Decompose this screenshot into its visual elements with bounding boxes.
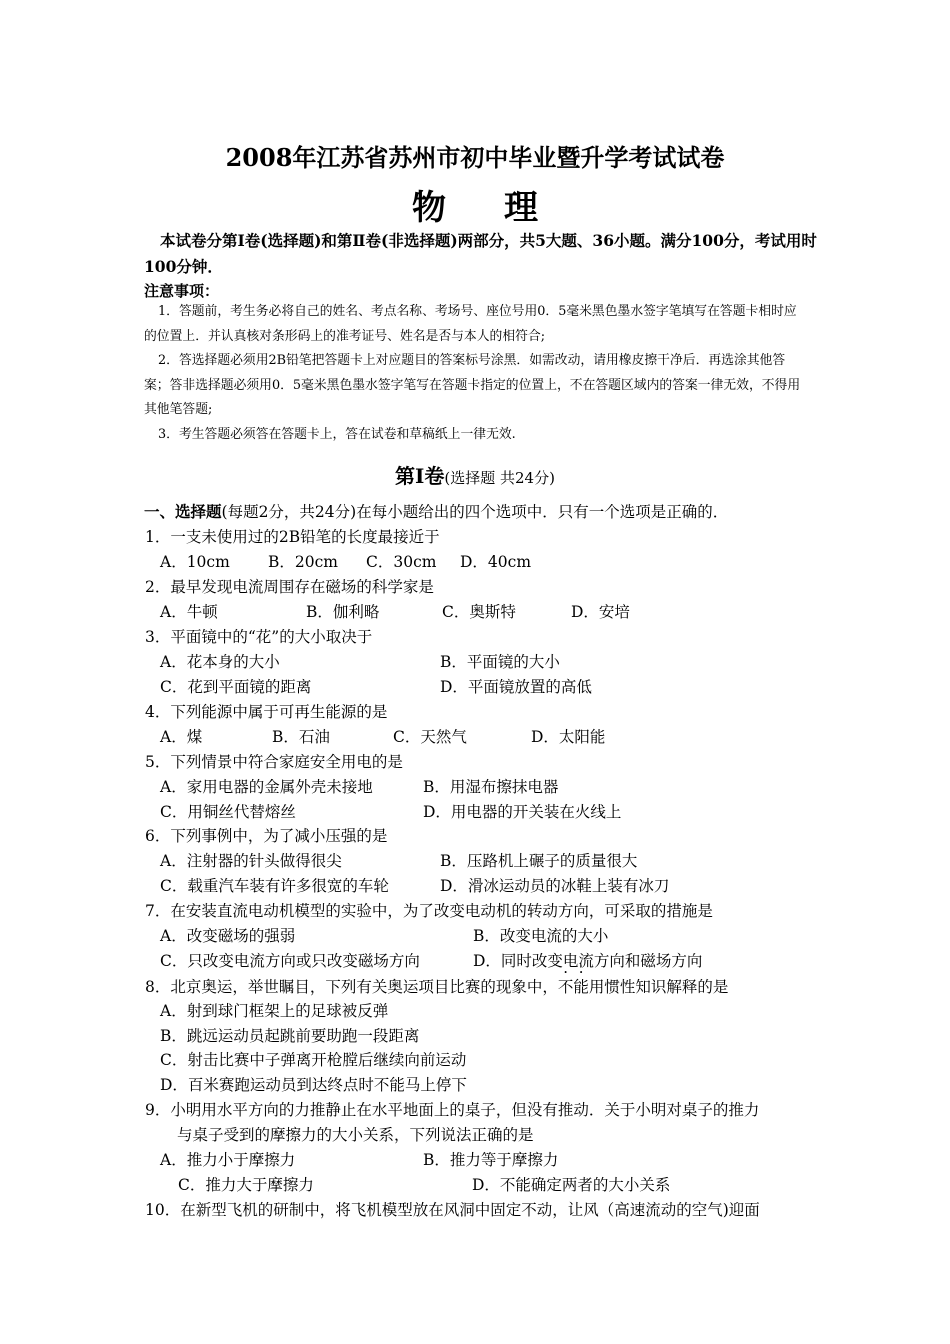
instruction-text: (每题2分，共24分)在每小题给出的四个选项中．只有一个选项是正确的．: [221, 503, 729, 521]
q8-stem-post: 用惯性知识解释的是: [588, 978, 729, 996]
q8-stem-pre: 8．北京奥运，举世瞩目，下列有关奥运项目比赛的现象中，: [145, 978, 558, 996]
question-8-stem: [145, 975, 728, 997]
q1-option-c: C．30cm: [366, 553, 437, 571]
q3-option-c: C．花到平面镜的距离: [160, 678, 312, 696]
q2-option-d: D．安培: [571, 603, 630, 621]
question-3-stem: 3．平面镜中的“花”的大小取决于: [145, 628, 373, 646]
question-6-stem: 6．下列事例中，为了减小压强的是: [145, 827, 388, 845]
q6-option-a: A．注射器的针头做得很尖: [160, 852, 342, 870]
q3-option-d: D．平面镜放置的高低: [440, 678, 592, 696]
q2-option-c: C．奥斯特: [442, 603, 516, 621]
exam-intro: 本试卷分第Ⅰ卷(选择题)和第Ⅱ卷(非选择题)两部分，共5大题、36小题。满分100分，考试用时100分钟．: [144, 231, 817, 276]
question-9-stem-line1: 9．小明用水平方向的力推静止在水平地面上的桌子，但没有推动．关于小明对桌子的推力: [145, 1101, 760, 1119]
q3-option-a: A．花本身的大小: [160, 653, 280, 671]
q5-option-c: C．用铜丝代替熔丝: [160, 803, 296, 821]
section-subtitle: (选择题 共24分): [444, 469, 555, 487]
note-item-2: 2．答选择题必须用2B铅笔把答题卡上对应题目的答案标号涂黑．如需改动，请用橡皮擦干净后．再选涂其他答案；答非选择题必须用0．5毫米黑色墨水签字笔写在答题卡指定的位置上，不在答题区域内的答案一律无效，不得用其他笔答题;: [144, 353, 801, 418]
note-item-3: 3．考生答题必须答在答题卡上，答在试卷和草稿纸上一律无效.: [158, 427, 516, 442]
q7-option-c: C．只改变电流方向或只改变磁场方向: [160, 952, 420, 970]
q6-option-c: C．载重汽车装有许多很宽的车轮: [160, 877, 389, 895]
q1-option-d: D．40cm: [460, 553, 532, 571]
q1-option-b: B．20cm: [268, 553, 338, 571]
exam-title: 2008年江苏省苏州市初中毕业暨升学考试试卷: [225, 143, 725, 172]
question-10-stem: 10．在新型飞机的研制中，将飞机模型放在风洞中固定不动，让风（高速流动的空气)迎面: [145, 1201, 760, 1219]
q9-option-a: A．推力小于摩擦力: [160, 1151, 296, 1169]
q5-option-b: B．用湿布擦抹电器: [423, 778, 559, 796]
section-instruction: [144, 500, 728, 522]
q4-option-a: A．煤: [160, 728, 203, 746]
question-2-stem: 2．最早发现电流周围存在磁场的科学家是: [145, 578, 434, 596]
question-7-stem: 7．在安装直流电动机模型的实验中，为了改变电动机的转动方向，可采取的措施是: [145, 902, 713, 920]
instruction-label: 一、选择题: [144, 502, 222, 521]
q6-option-d: D．滑冰运动员的冰鞋上装有冰刀: [440, 877, 670, 895]
q8-option-b: B．跳远运动员起跳前要助跑一段距离: [160, 1027, 420, 1045]
q2-option-b: B．伽利略: [306, 603, 380, 621]
q8-option-a: A．射到球门框架上的足球被反弹: [160, 1002, 389, 1020]
q6-option-b: B．压路机上碾子的质量很大: [440, 852, 638, 870]
q9-option-b: B．推力等于摩擦力: [423, 1151, 559, 1169]
q8-emphasis-1: 不: [557, 978, 574, 996]
q1-option-a: A．10cm: [160, 553, 230, 571]
q9-option-c: C．推力大于摩擦力: [178, 1176, 314, 1194]
q4-option-d: D．太阳能: [531, 728, 606, 746]
section-name: 第Ⅰ卷: [395, 464, 445, 488]
q8-emphasis-2: 能: [573, 978, 589, 996]
q4-option-c: C．天然气: [393, 728, 467, 746]
q2-option-a: A．牛顿: [160, 603, 218, 621]
q5-option-d: D．用电器的开关装在火线上: [423, 803, 622, 821]
question-1-stem: 1．一支未使用过的2B铅笔的长度最接近于: [145, 528, 440, 546]
q4-option-b: B．石油: [272, 728, 330, 746]
note-item-1: 1．答题前，考生务必将自己的姓名、考点名称、考场号、座位号用0．5毫米黑色墨水签字笔填写在答题卡相时应的位置上．并认真核对条形码上的准考证号、姓名是否与本人的相符合;: [144, 304, 797, 344]
q9-option-d: D．不能确定两者的大小关系: [472, 1176, 671, 1194]
q7-option-a: A．改变磁场的强弱: [160, 927, 296, 945]
question-9-stem-line2: 与桌子受到的摩擦力的大小关系，下列说法正确的是: [177, 1126, 534, 1144]
question-4-stem: 4．下列能源中属于可再生能源的是: [145, 703, 388, 721]
subject-title: 物理: [412, 188, 596, 228]
q8-option-c: C．射击比赛中子弹离开枪膛后继续向前运动: [160, 1051, 467, 1069]
q3-option-b: B．平面镜的大小: [440, 653, 560, 671]
q7-option-b: B．改变电流的大小: [473, 927, 609, 945]
q5-option-a: A．家用电器的金属外壳未接地: [160, 778, 373, 796]
section-title: [0, 460, 950, 489]
question-5-stem: 5．下列情景中符合家庭安全用电的是: [145, 753, 403, 771]
q8-option-d: D．百米赛跑运动员到达终点时不能马上停下: [160, 1076, 467, 1094]
q7-option-d: D．同时改变电流方向和磁场方向: [473, 952, 703, 970]
notes-heading: 注意事项：: [144, 282, 220, 300]
